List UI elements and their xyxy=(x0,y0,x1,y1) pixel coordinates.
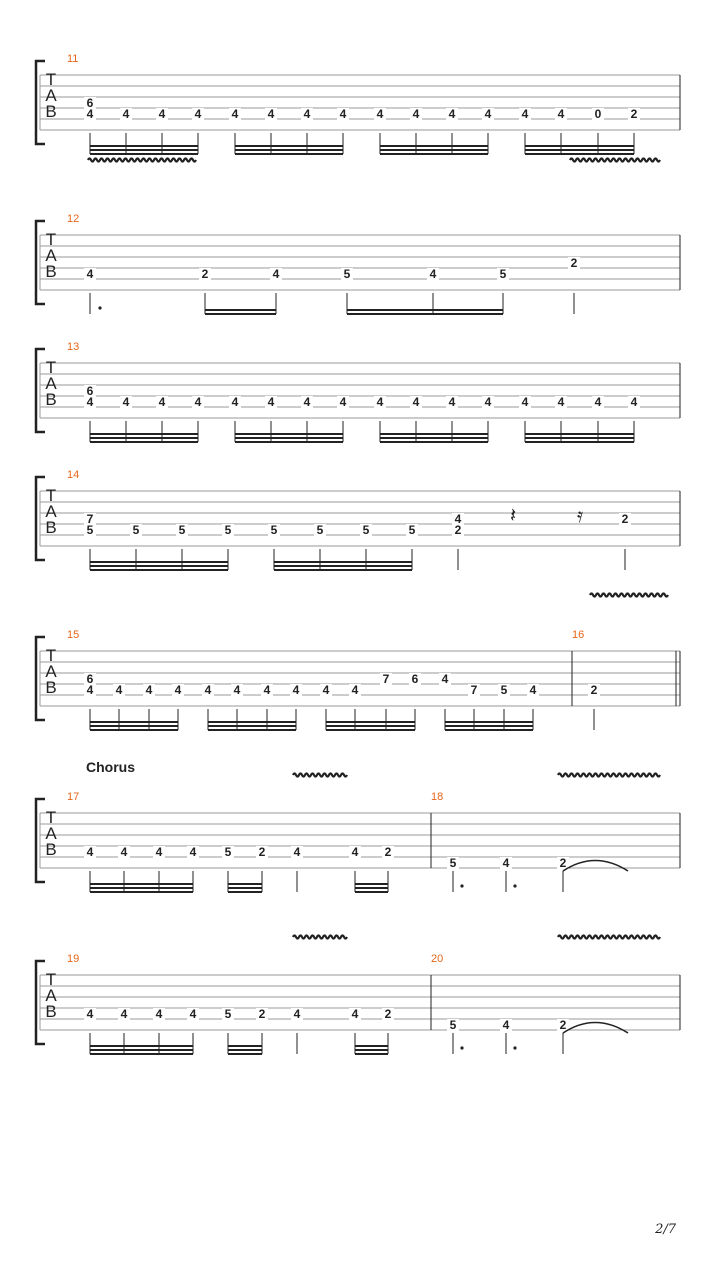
tab-clef-letter: A xyxy=(45,502,57,521)
tab-clef-letter: B xyxy=(45,262,57,281)
fret-number: 4 xyxy=(292,683,300,697)
fret-number: 2 xyxy=(590,683,598,697)
fret-number: 4 xyxy=(412,107,420,121)
fret-number: 4 xyxy=(351,683,359,697)
fret-number: 4 xyxy=(448,107,456,121)
rest-symbol: 𝄽 xyxy=(509,503,517,527)
fret-number: 4 xyxy=(272,267,280,281)
dot xyxy=(513,884,516,887)
fret-number: 4 xyxy=(155,845,163,859)
fret-number: 7 xyxy=(86,512,94,526)
fret-number: 5 xyxy=(362,523,370,537)
fret-number: 4 xyxy=(86,395,94,409)
fret-number: 5 xyxy=(343,267,351,281)
tab-system xyxy=(36,349,680,442)
fret-number: 4 xyxy=(267,107,275,121)
fret-number: 4 xyxy=(376,395,384,409)
fret-number: 4 xyxy=(351,1007,359,1021)
fret-number: 6 xyxy=(86,384,94,398)
measure-number: 13 xyxy=(67,341,80,353)
vibrato-mark xyxy=(293,936,347,939)
vibrato-mark xyxy=(590,594,668,597)
fret-number: 4 xyxy=(189,1007,197,1021)
tab-clef-letter: T xyxy=(45,646,57,665)
fret-number: 2 xyxy=(258,845,266,859)
tie-arc xyxy=(563,861,628,872)
fret-number: 2 xyxy=(201,267,209,281)
measure-number: 18 xyxy=(431,791,444,803)
fret-number: 0 xyxy=(594,107,602,121)
measure-number: 12 xyxy=(67,213,80,225)
measure-number: 20 xyxy=(431,953,444,965)
fret-number: 6 xyxy=(86,96,94,110)
fret-number: 4 xyxy=(441,672,449,686)
fret-number: 2 xyxy=(384,845,392,859)
page-number: 2/7 xyxy=(655,1222,676,1237)
fret-number: 5 xyxy=(408,523,416,537)
tab-clef-letter: A xyxy=(45,374,57,393)
fret-number: 4 xyxy=(303,395,311,409)
tab-clef-letter: B xyxy=(45,678,57,697)
tab-system xyxy=(36,61,680,154)
fret-number: 5 xyxy=(449,856,457,870)
measure-number: 11 xyxy=(67,53,79,65)
tab-clef-letter: A xyxy=(45,86,57,105)
tab-clef-letter: B xyxy=(45,1002,57,1021)
tab-clef-letter: T xyxy=(45,70,57,89)
fret-number: 2 xyxy=(559,1018,567,1032)
fret-number: 4 xyxy=(194,107,202,121)
fret-number: 4 xyxy=(521,107,529,121)
fret-number: 7 xyxy=(382,672,390,686)
tab-clef-letter: T xyxy=(45,970,57,989)
tab-clef-letter: B xyxy=(45,518,57,537)
tab-clef-letter: T xyxy=(45,808,57,827)
fret-number: 4 xyxy=(155,1007,163,1021)
fret-number: 6 xyxy=(411,672,419,686)
fret-number: 2 xyxy=(570,256,578,270)
tab-clef-letter: T xyxy=(45,486,57,505)
fret-number: 5 xyxy=(270,523,278,537)
fret-number: 4 xyxy=(448,395,456,409)
fret-number: 4 xyxy=(303,107,311,121)
fret-number: 4 xyxy=(521,395,529,409)
fret-number: 4 xyxy=(86,845,94,859)
fret-number: 4 xyxy=(86,267,94,281)
vibrato-mark xyxy=(558,936,660,939)
fret-number: 5 xyxy=(316,523,324,537)
dot xyxy=(460,884,463,887)
dot xyxy=(513,1046,516,1049)
tab-clef-letter: B xyxy=(45,390,57,409)
fret-number: 4 xyxy=(322,683,330,697)
measure-number: 16 xyxy=(572,629,585,641)
measure-number: 15 xyxy=(67,629,80,641)
fret-number: 5 xyxy=(86,523,94,537)
fret-number: 4 xyxy=(120,1007,128,1021)
dot xyxy=(98,306,101,309)
fret-number: 4 xyxy=(429,267,437,281)
tab-clef-letter: A xyxy=(45,662,57,681)
fret-number: 4 xyxy=(412,395,420,409)
fret-number: 4 xyxy=(263,683,271,697)
tab-system xyxy=(36,221,680,314)
fret-number: 4 xyxy=(339,107,347,121)
fret-number: 4 xyxy=(233,683,241,697)
fret-number: 5 xyxy=(499,267,507,281)
fret-number: 4 xyxy=(454,512,462,526)
vibrato-mark xyxy=(570,159,660,162)
fret-number: 4 xyxy=(231,107,239,121)
fret-number: 6 xyxy=(86,672,94,686)
fret-number: 4 xyxy=(293,1007,301,1021)
fret-number: 4 xyxy=(158,395,166,409)
fret-number: 4 xyxy=(529,683,537,697)
measure-number: 14 xyxy=(67,469,80,481)
fret-number: 4 xyxy=(502,856,510,870)
fret-number: 5 xyxy=(449,1018,457,1032)
fret-number: 4 xyxy=(502,1018,510,1032)
fret-number: 2 xyxy=(559,856,567,870)
fret-number: 4 xyxy=(120,845,128,859)
fret-number: 4 xyxy=(594,395,602,409)
fret-number: 4 xyxy=(557,395,565,409)
measure-number: 19 xyxy=(67,953,80,965)
fret-number: 4 xyxy=(86,107,94,121)
fret-number: 4 xyxy=(267,395,275,409)
dot xyxy=(460,1046,463,1049)
vibrato-mark xyxy=(88,159,196,162)
fret-number: 4 xyxy=(122,107,130,121)
fret-number: 4 xyxy=(484,395,492,409)
fret-number: 4 xyxy=(145,683,153,697)
tab-clef-letter: B xyxy=(45,840,57,859)
section-label: Chorus xyxy=(86,759,135,775)
tab-clef-letter: B xyxy=(45,102,57,121)
fret-number: 4 xyxy=(189,845,197,859)
fret-number: 5 xyxy=(178,523,186,537)
tab-clef-letter: T xyxy=(45,358,57,377)
tab-clef-letter: A xyxy=(45,824,57,843)
fret-number: 4 xyxy=(204,683,212,697)
fret-number: 4 xyxy=(376,107,384,121)
tab-clef-letter: A xyxy=(45,246,57,265)
fret-number: 5 xyxy=(224,1007,232,1021)
fret-number: 5 xyxy=(224,523,232,537)
fret-number: 5 xyxy=(132,523,140,537)
fret-number: 2 xyxy=(630,107,638,121)
vibrato-mark xyxy=(293,774,347,777)
fret-number: 4 xyxy=(557,107,565,121)
tie-arc xyxy=(563,1023,628,1034)
fret-number: 5 xyxy=(500,683,508,697)
fret-number: 2 xyxy=(384,1007,392,1021)
fret-number: 2 xyxy=(621,512,629,526)
fret-number: 4 xyxy=(158,107,166,121)
fret-number: 4 xyxy=(630,395,638,409)
fret-number: 4 xyxy=(231,395,239,409)
rest-symbol: 𝄿 xyxy=(576,503,584,527)
fret-number: 4 xyxy=(293,845,301,859)
fret-number: 4 xyxy=(86,683,94,697)
fret-number: 5 xyxy=(224,845,232,859)
fret-number: 4 xyxy=(86,1007,94,1021)
tab-clef-letter: A xyxy=(45,986,57,1005)
fret-number: 4 xyxy=(174,683,182,697)
fret-number: 4 xyxy=(484,107,492,121)
vibrato-mark xyxy=(558,774,660,777)
fret-number: 2 xyxy=(454,523,462,537)
fret-number: 4 xyxy=(115,683,123,697)
fret-number: 4 xyxy=(339,395,347,409)
fret-number: 4 xyxy=(351,845,359,859)
fret-number: 4 xyxy=(194,395,202,409)
fret-number: 7 xyxy=(470,683,478,697)
measure-number: 17 xyxy=(67,791,80,803)
fret-number: 2 xyxy=(258,1007,266,1021)
fret-number: 4 xyxy=(122,395,130,409)
tab-clef-letter: T xyxy=(45,230,57,249)
